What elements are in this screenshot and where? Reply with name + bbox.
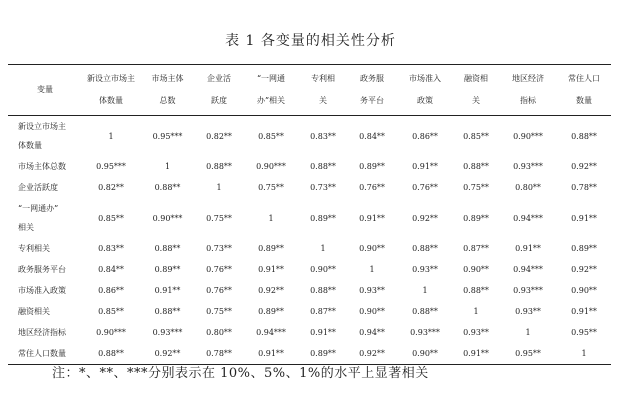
table-cell: 0.76**: [206, 286, 232, 295]
table-cell: 0.93**: [515, 307, 541, 316]
row-label: [8, 259, 82, 280]
table-cell: 0.87**: [463, 244, 489, 253]
table-cell: 0.92**: [258, 286, 284, 295]
table-cell: 1: [525, 328, 531, 337]
table-cell: 0.93***: [513, 162, 543, 171]
table-cell: 0.87**: [310, 307, 336, 316]
table-cell: 0.92**: [359, 349, 385, 358]
table-cell: 0.92**: [571, 162, 597, 171]
correlation-table: [8, 64, 611, 365]
table-cell: 0.91**: [154, 286, 181, 295]
row-label-line: “一网通办”: [18, 204, 59, 213]
row-label-line: 常住人口数量: [18, 349, 66, 358]
table-cell: 0.93**: [412, 265, 438, 274]
table-cell: 0.73**: [310, 183, 336, 192]
table-cell: 0.83**: [98, 244, 124, 253]
row-label: [8, 322, 82, 343]
column-header-line: 跃度: [211, 96, 227, 105]
table-cell: 0.89**: [258, 244, 284, 253]
table-cell: 0.88**: [310, 286, 336, 295]
table-cell: 1: [164, 162, 171, 171]
table-cell: 0.75**: [463, 183, 489, 192]
column-header-line: 总数: [159, 96, 176, 105]
table-cell: 0.95***: [96, 162, 126, 171]
table-caption: 表 1 各变量的相关性分析: [225, 33, 396, 49]
column-header-line: 常住人口: [568, 74, 600, 83]
table-cell: 0.89**: [154, 265, 181, 274]
table-cell: 0.90***: [152, 213, 183, 223]
table-cell: 0.73**: [206, 244, 232, 253]
column-header-line: 办”相关: [256, 96, 286, 105]
table-cell: 0.88**: [154, 307, 181, 316]
row-label-line: 政务服务平台: [18, 265, 66, 274]
row-label: [8, 116, 82, 157]
row-label-line: 市场主体总数: [18, 162, 66, 171]
table-cell: 0.90**: [359, 244, 385, 253]
column-header-line: 新设立市场主: [87, 74, 135, 83]
table-cell: 0.76**: [359, 183, 385, 192]
table-cell: 0.88**: [412, 244, 438, 253]
table-cell: 0.91**: [310, 328, 336, 337]
table-cell: 0.93***: [152, 328, 183, 337]
table-cell: 0.88**: [154, 183, 181, 192]
table-cell: 1: [320, 244, 326, 253]
column-header-line: 关: [319, 96, 327, 105]
table-cell: 0.93**: [463, 328, 489, 337]
table-row: [8, 301, 611, 322]
column-header: [82, 65, 140, 116]
table-row: [8, 259, 611, 280]
table-cell: 0.78**: [571, 183, 597, 192]
table-cell: 1: [581, 349, 587, 358]
table-row: [8, 238, 611, 259]
header-corner: 变量: [37, 85, 53, 94]
row-label: [8, 177, 82, 198]
table-cell: 0.91**: [571, 213, 597, 223]
column-header-line: 务平台: [360, 96, 384, 105]
table-cell: 1: [108, 131, 114, 141]
table-cell: 1: [216, 183, 222, 192]
table-cell: 0.88**: [571, 131, 597, 141]
row-label: [8, 280, 82, 301]
column-header: [347, 65, 397, 116]
row-label: [8, 238, 82, 259]
table-cell: 0.95***: [152, 131, 183, 141]
table-cell: 0.92**: [412, 213, 438, 223]
table-cell: 0.82**: [206, 131, 232, 141]
table-cell: 0.94**: [359, 328, 385, 337]
table-cell: 0.85**: [258, 131, 284, 141]
column-header: [397, 65, 453, 116]
table-cell: 0.75**: [206, 307, 232, 316]
table-cell: 0.83**: [310, 131, 336, 141]
table-cell: 0.93**: [359, 286, 385, 295]
row-label: [8, 156, 82, 177]
table-cell: 0.89**: [258, 307, 284, 316]
table-cell: 0.75**: [206, 213, 232, 223]
table-cell: 0.90**: [310, 265, 336, 274]
row-label-line: 相关: [18, 223, 34, 232]
table-cell: 0.91**: [258, 349, 284, 358]
table-row: [8, 177, 611, 198]
table-row: [8, 280, 611, 301]
table-cell: 0.94***: [513, 265, 543, 274]
table-body: [8, 116, 611, 365]
table-cell: 0.91**: [412, 162, 438, 171]
column-header: [243, 65, 299, 116]
column-header-line: 市场准入: [409, 74, 441, 83]
table-cell: 0.78**: [206, 349, 232, 358]
table-cell: 0.84**: [359, 131, 385, 141]
table-cell: 0.93***: [410, 328, 440, 337]
column-header-line: 融资相: [464, 74, 488, 83]
table-cell: 0.85**: [98, 307, 124, 316]
table-cell: 0.90***: [256, 162, 286, 171]
table-cell: 1: [268, 213, 274, 223]
table-cell: 1: [473, 307, 479, 316]
column-header-line: 企业活: [207, 74, 231, 83]
table-cell: 0.91**: [359, 213, 385, 223]
column-header-line: 数量: [576, 96, 592, 105]
table-header-row: [8, 65, 611, 116]
table-cell: 0.88**: [463, 286, 489, 295]
table-cell: 0.94***: [513, 213, 543, 223]
table-cell: 0.80**: [515, 183, 541, 192]
table-cell: 0.84**: [98, 265, 124, 274]
table-cell: 0.75**: [258, 183, 284, 192]
table-cell: 0.95**: [571, 328, 597, 337]
table-cell: 0.88**: [412, 307, 438, 316]
table-cell: 0.90**: [571, 286, 597, 295]
column-header-line: 体数量: [99, 96, 123, 105]
table-cell: 0.93***: [513, 286, 543, 295]
column-header-line: 地区经济: [512, 74, 544, 83]
table-cell: 0.91**: [515, 244, 541, 253]
column-header-line: 市场主体: [151, 74, 184, 83]
table-cell: 0.76**: [206, 265, 232, 274]
column-header: [299, 65, 347, 116]
column-header-line: 专利相: [311, 74, 335, 83]
row-label-line: 新设立市场主: [18, 122, 66, 131]
row-label-line: 融资相关: [18, 307, 50, 316]
table-cell: 0.91**: [258, 265, 284, 274]
table-row: [8, 156, 611, 177]
column-header: [453, 65, 499, 116]
column-header-line: “一网通: [256, 74, 286, 83]
table-cell: 0.86**: [412, 131, 438, 141]
row-label-line: 市场准入政策: [18, 286, 66, 295]
table-cell: 0.90***: [513, 131, 543, 141]
table-cell: 0.91**: [463, 349, 489, 358]
table-cell: 0.82**: [98, 183, 124, 192]
column-header-line: 政务服: [360, 74, 384, 83]
table-cell: 0.89**: [571, 244, 597, 253]
table-cell: 0.76**: [412, 183, 438, 192]
table-cell: 0.80**: [206, 328, 232, 337]
table-cell: 0.88**: [206, 162, 232, 171]
row-label-line: 企业活跃度: [18, 183, 58, 192]
table-cell: 0.88**: [98, 349, 124, 358]
table-cell: 0.92**: [154, 349, 181, 358]
table-cell: 1: [369, 265, 375, 274]
table-cell: 0.89**: [310, 213, 336, 223]
table-cell: 0.90**: [463, 265, 489, 274]
column-header: [499, 65, 557, 116]
table-cell: 0.94***: [256, 328, 286, 337]
table-cell: 0.95**: [515, 349, 541, 358]
column-header-line: 政策: [417, 96, 433, 105]
table-row: [8, 116, 611, 157]
table-row: [8, 322, 611, 343]
column-header-line: 关: [472, 96, 480, 105]
table-cell: 0.88**: [310, 162, 336, 171]
table-cell: 0.91**: [571, 307, 597, 316]
column-header: [557, 65, 611, 116]
table-cell: 0.89**: [359, 162, 385, 171]
table-cell: 0.89**: [310, 349, 336, 358]
table-cell: 0.88**: [463, 162, 489, 171]
column-header-line: 指标: [520, 96, 536, 105]
table-cell: 0.85**: [463, 131, 489, 141]
row-label: [8, 301, 82, 322]
table-cell: 0.85**: [98, 213, 124, 223]
row-label-line: 专利相关: [18, 244, 50, 253]
significance-note: 注：*、**、***分别表示在 10%、5%、1%的水平上显著相关: [52, 366, 429, 381]
row-label-line: 体数量: [18, 141, 42, 150]
column-header: [195, 65, 243, 116]
table-cell: 0.90**: [412, 349, 438, 358]
table-cell: 0.92**: [571, 265, 597, 274]
table-cell: 1: [422, 286, 428, 295]
table-cell: 0.86**: [98, 286, 124, 295]
table-cell: 0.90**: [359, 307, 385, 316]
row-label: [8, 198, 82, 238]
table-row: [8, 198, 611, 238]
row-label-line: 地区经济指标: [18, 328, 66, 337]
table-cell: 0.89**: [463, 213, 489, 223]
table-cell: 0.88**: [154, 244, 181, 253]
table-cell: 0.90***: [96, 328, 126, 337]
column-header: [140, 65, 195, 116]
